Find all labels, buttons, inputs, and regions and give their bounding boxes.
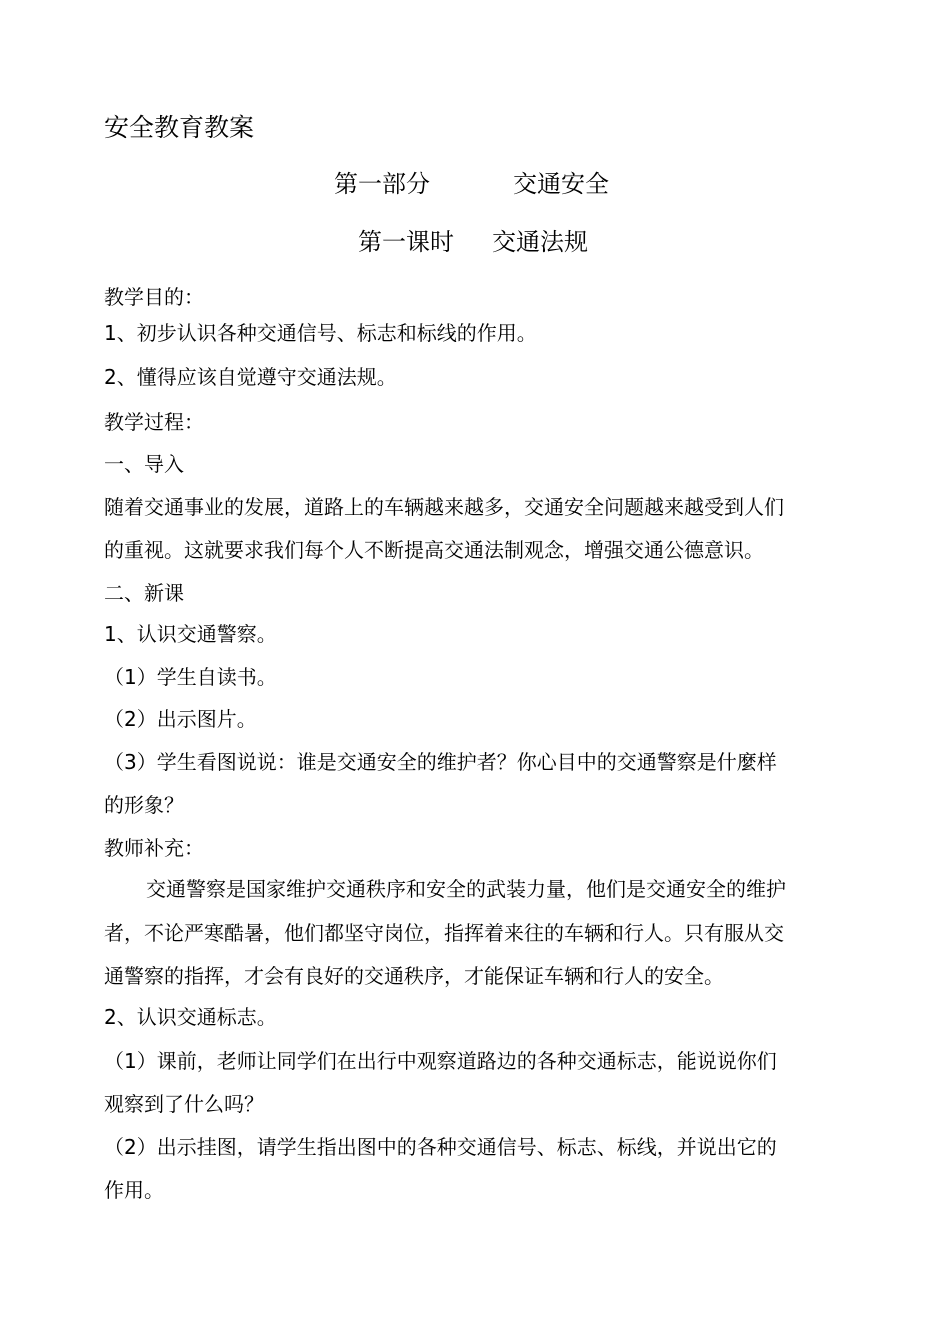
supplement-paragraph-line: 通警察的指挥，才会有良好的交通秩序，才能保证车辆和行人的安全。	[104, 964, 724, 988]
item1-step: （3）学生看图说说：谁是交通安全的维护者？你心目中的交通警察是什麼样	[104, 750, 777, 774]
process-heading: 教学过程：	[104, 410, 204, 434]
lesson-label: 第一课时	[358, 228, 454, 256]
item1-step: （2）出示图片。	[104, 707, 257, 731]
supplement-paragraph-line: 交通警察是国家维护交通秩序和安全的武装力量，他们是交通安全的维护	[146, 877, 786, 901]
objective-item: 1、初步认识各种交通信号、标志和标线的作用。	[104, 321, 537, 345]
document-title: 安全教育教案	[104, 113, 255, 142]
intro-heading: 一、导入	[104, 452, 184, 476]
objectives-heading: 教学目的：	[104, 285, 204, 309]
item2-step-continued: 观察到了什么吗？	[104, 1092, 264, 1116]
lesson-topic: 交通法规	[492, 228, 588, 256]
objective-item: 2、懂得应该自觉遵守交通法规。	[104, 365, 397, 389]
item1-heading: 1、认识交通警察。	[104, 622, 277, 646]
supplement-heading: 教师补充：	[104, 836, 204, 860]
item2-step: （1）课前，老师让同学们在出行中观察道路边的各种交通标志，能说说你们	[104, 1049, 777, 1073]
new-lesson-heading: 二、新课	[104, 581, 184, 605]
supplement-paragraph-line: 者，不论严寒酷暑，他们都坚守岗位，指挥着来往的车辆和行人。只有服从交	[104, 921, 784, 945]
item2-heading: 2、认识交通标志。	[104, 1005, 277, 1029]
item1-step-continued: 的形象？	[104, 793, 184, 817]
part-label: 第一部分	[334, 170, 430, 198]
item2-step-continued: 作用。	[104, 1178, 164, 1202]
item2-step: （2）出示挂图，请学生指出图中的各种交通信号、标志、标线，并说出它的	[104, 1135, 777, 1159]
item1-step: （1）学生自读书。	[104, 665, 277, 689]
intro-paragraph-line: 的重视。这就要求我们每个人不断提高交通法制观念，增强交通公德意识。	[104, 538, 764, 562]
part-topic: 交通安全	[513, 170, 609, 198]
intro-paragraph-line: 随着交通事业的发展，道路上的车辆越来越多，交通安全问题越来越受到人们	[104, 495, 784, 519]
